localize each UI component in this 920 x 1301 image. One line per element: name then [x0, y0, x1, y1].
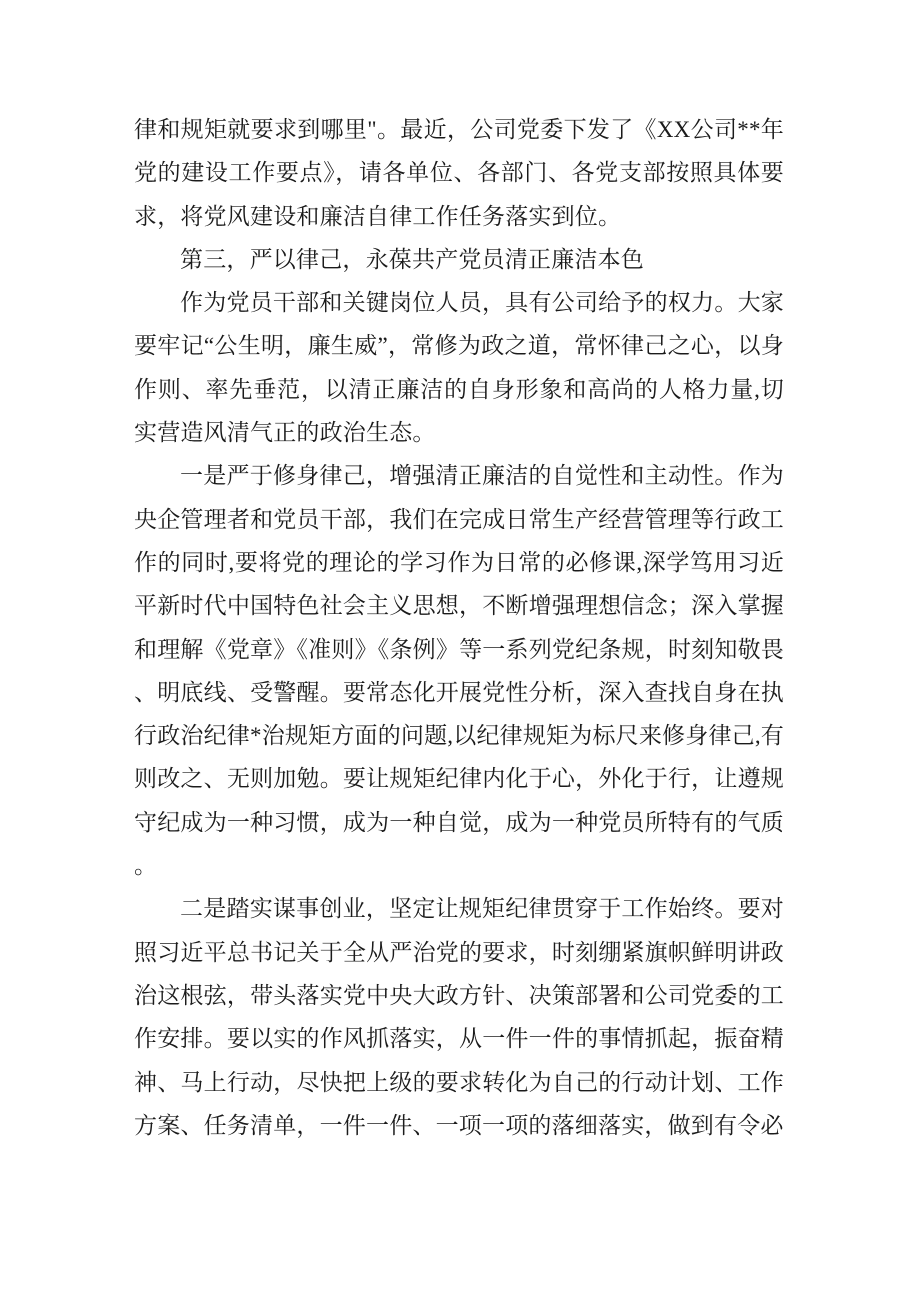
paragraph-point-one: 一是严于修身律己，增强清正廉洁的自觉性和主动性。作为央企管理者和党员干部，我们在完成日常生产经营管理等行政工作的同时,要将党的理论的学习作为日常的必修课,深学笃用习近平新时代中国特色社会主义思想，不断增强理想信念；深入掌握和理解《党章》《准则》《条例》等一系列党纪条规，时刻知敬畏、明底线、受警醒。要常态化开展党性分析，深入查找自身在执行政治纪律*治规矩方面的问题,以纪律规矩为标尺来修身律己,有则改之、无则加勉。要让规矩纪律内化于心，外化于行，让遵规守纪成为一种习惯，成为一种自觉，成为一种党员所特有的气质。 [134, 463, 784, 879]
section-heading: 第三，严以律己，永葆共产党员清正廉洁本色 [180, 246, 644, 272]
paragraph-intro: 作为党员干部和关键岗位人员，具有公司给予的权力。大家要牢记“公生明，廉生威”，常修为政之道，常怀律己之心，以身作则、率先垂范，以清正廉洁的自身形象和高尚的人格力量,切实营造风清气正的政治生态。 [134, 290, 784, 446]
text-block [134, 108, 784, 1147]
paragraph-point-two: 二是踏实谋事创业，坚定让规矩纪律贯穿于工作始终。要对照习近平总书记关于全从严治党的要求，时刻绷紧旗帜鲜明讲政治这根弦，带头落实党中央大政方针、决策部署和公司党委的工作安排。要以实的作风抓落实，从一件一件的事情抓起，振奋精神、马上行动，尽快把上级的要求转化为自己的行动计划、工作方案、任务清单，一件一件、一项一项的落细落实，做到有令必 [134, 896, 784, 1138]
paragraph-continuation: 律和规矩就要求到哪里"。最近，公司党委下发了《XX公司**年党的建设工作要点》，请各单位、各部门、各党支部按照具体要求，将党风建设和廉洁自律工作任务落实到位。 [134, 117, 784, 229]
